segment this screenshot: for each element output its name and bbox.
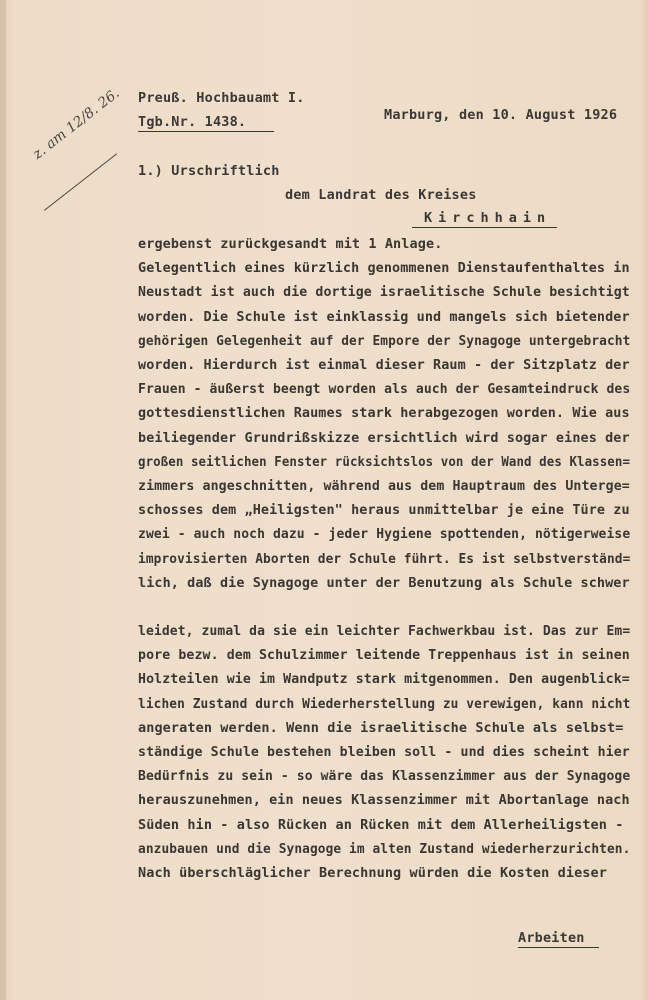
body-line: lichen Zustand durch Wiederherstellung zu verewigen, kann nicht	[138, 695, 631, 712]
body-line: gehörigen Gelegenheit auf der Empore der Synagoge untergebracht	[138, 332, 631, 349]
body-line: zwei - auch noch dazu - jeder Hygiene spottenden, nötigerweise	[138, 526, 631, 543]
office-name: Preuß. Hochbauamt I.	[138, 90, 305, 106]
body-line: zimmers angeschnitten, während aus dem Hauptraum des Unterge=	[138, 478, 630, 494]
body-line: ständige Schule bestehen bleiben soll - und dies scheint hier	[138, 744, 630, 760]
body-line: beiliegender Grundrißskizze ersichtlich wird sogar eines der	[138, 429, 630, 446]
body-line: herauszunehmen, ein neues Klassenzimmer mit Abortanlage nach	[138, 792, 630, 809]
body-line: Bedürfnis zu sein - so wäre das Klassenzimmer aus der Synagoge	[138, 768, 631, 785]
place-date: Marburg, den 10. August 1926	[384, 107, 618, 123]
recipient-line: dem Landrat des Kreises	[285, 187, 477, 203]
body-line: schosses dem „Heiligsten" heraus unmittelbar je eine Türe zu	[138, 502, 630, 519]
body-line: großen seitlichen Fenster rücksichtslos von der Wand des Klassen=	[138, 453, 631, 470]
body-line: anzubauen und die Synagoge im alten Zustand wiederherzurichten.	[138, 840, 631, 857]
body-line: pore bezw. dem Schulzimmer leitende Treppenhaus ist in seinen	[138, 647, 630, 664]
body-line: Süden hin - also Rücken an Rücken mit dem Allerheiligsten -	[138, 816, 624, 833]
body-line: worden. Hierdurch ist einmal dieser Raum - der Sitzplatz der	[138, 357, 630, 373]
catchword: Arbeiten	[518, 930, 599, 948]
body-line: ergebenst zurückgesandt mit 1 Anlage.	[138, 236, 443, 252]
body-line: lich, daß die Synagoge unter der Benutzung als Schule schwer	[138, 574, 630, 591]
body-line: Neustadt ist auch die dortige israelitische Schule besichtigt	[138, 284, 630, 301]
body-line: Gelegentlich eines kürzlich genommenen Dienstaufenthaltes in	[138, 260, 630, 277]
margin-note-underline	[44, 153, 117, 211]
body-line: leidet, zumal da sie ein leichter Fachwerkbau ist. Das zur Em=	[138, 623, 631, 639]
handwritten-margin-note: z. am 12/8. 26.	[30, 85, 123, 163]
body-line: angeraten werden. Wenn die israelitische Schule als selbst=	[138, 719, 624, 736]
recipient-district: Kirchhain	[412, 210, 557, 228]
body-line: Holzteilen wie im Wandputz stark mitgenommen. Den augenblick=	[138, 671, 630, 688]
body-line: Nach überschläglicher Berechnung würden die Kosten dieser	[138, 865, 607, 881]
body-line: gottesdienstlichen Raumes stark herabgezogen worden. Wie aus	[138, 405, 630, 422]
body-line: Frauen - äußerst beengt worden als auch der Gesamteindruck des	[138, 381, 631, 398]
body-line: improvisierten Aborten der Schule führt. Es ist selbstverständ=	[138, 550, 631, 567]
recipient-item: 1.) Urschriftlich	[138, 163, 280, 179]
reference-number: Tgb.Nr. 1438.	[138, 114, 274, 132]
body-line: worden. Die Schule ist einklassig und mangels sich bietender	[138, 308, 630, 325]
